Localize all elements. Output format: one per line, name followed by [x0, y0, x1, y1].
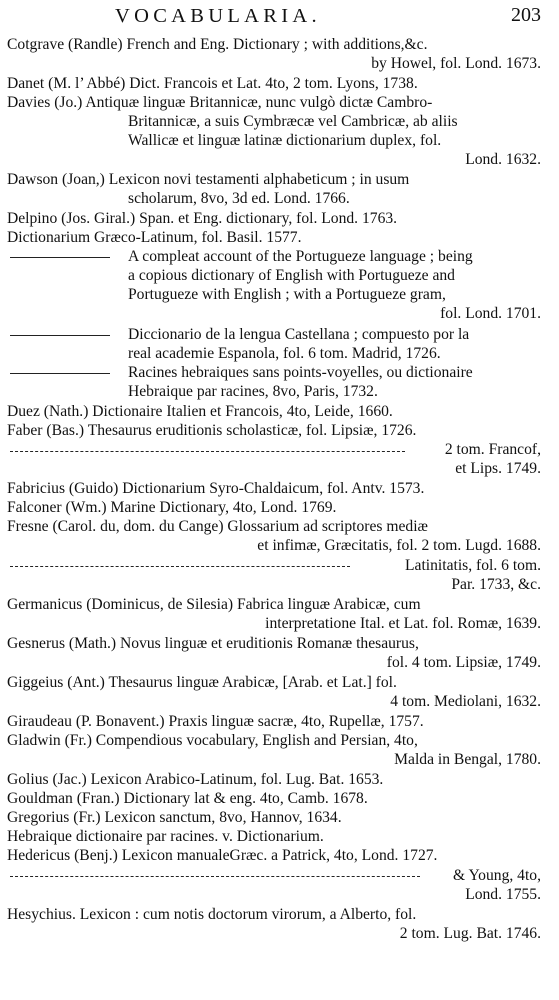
- entry-line: Wallicæ et linguæ latinæ dictionarium duplex, fol.: [128, 132, 442, 149]
- ditto-dash: [10, 257, 110, 258]
- entry-line: Racines hebraiques sans points-voyelles, ou dictionaire: [128, 364, 473, 381]
- entry-line: Golius (Jac.) Lexicon Arabico-Latinum, fol. Lug. Bat. 1653.: [7, 771, 384, 788]
- entry-line: Fabricius (Guido) Dictionarium Syro-Chaldaicum, fol. Antv. 1573.: [7, 480, 425, 497]
- entry-line: 4 tom. Mediolani, 1632.: [390, 693, 541, 710]
- entry-line: Delpino (Jos. Giral.) Span. et Eng. dictionary, fol. Lond. 1763.: [7, 210, 398, 227]
- entry-line: Malda in Bengal, 1780.: [394, 751, 541, 768]
- entry-line: Gladwin (Fr.) Compendious vocabulary, English and Persian, 4to,: [7, 732, 418, 749]
- entry-line: a copious dictionary of English with Portugueze and: [128, 267, 455, 284]
- page-number: 203: [511, 4, 541, 26]
- entry-line: 2 tom. Francof,: [444, 441, 541, 458]
- entry-line: Gouldman (Fran.) Dictionary lat & eng. 4to, Camb. 1678.: [7, 790, 368, 807]
- entry-line: by Howel, fol. Lond. 1673.: [371, 55, 541, 72]
- ditto-dash: [10, 373, 110, 374]
- entry-line: & Young, 4to,: [453, 867, 541, 884]
- entry-line: 2 tom. Lug. Bat. 1746.: [399, 925, 541, 942]
- entry-line: Giraudeau (P. Bonavent.) Praxis linguæ sacræ, 4to, Rupellæ, 1757.: [7, 713, 424, 730]
- entry-line: Hebraique par racines, 8vo, Paris, 1732.: [128, 383, 378, 400]
- page-header: [0, 0, 559, 32]
- entry-line: Par. 1733, &c.: [451, 576, 541, 593]
- entry-line: Duez (Nath.) Dictionaire Italien et Francois, 4to, Leide, 1660.: [7, 403, 393, 420]
- entry-line: real academie Espanola, fol. 6 tom. Madrid, 1726.: [128, 345, 441, 362]
- entry-line: Lond. 1755.: [465, 886, 541, 903]
- entry-line: Germanicus (Dominicus, de Silesia) Fabrica linguæ Arabicæ, cum: [7, 596, 421, 613]
- entry-line: Portugueze with English ; with a Portugueze gram,: [128, 286, 446, 303]
- entry-line: Giggeius (Ant.) Thesaurus linguæ Arabicæ, [Arab. et Lat.] fol.: [7, 674, 397, 691]
- entry-line: Faber (Bas.) Thesaurus eruditionis scholasticæ, fol. Lipsiæ, 1726.: [7, 422, 417, 439]
- entry-line: Hedericus (Benj.) Lexicon manualeGræc. a Patrick, 4to, Lond. 1727.: [7, 847, 438, 864]
- entry-line: Lond. 1632.: [465, 151, 541, 168]
- entry-line: Danet (M. l’ Abbé) Dict. Francois et Lat. 4to, 2 tom. Lyons, 1738.: [7, 75, 418, 92]
- entry-line: scholarum, 8vo, 3d ed. Lond. 1766.: [128, 190, 350, 207]
- entry-line: Falconer (Wm.) Marine Dictionary, 4to, Lond. 1769.: [7, 499, 337, 516]
- ditto-dash: [10, 335, 110, 336]
- running-title: VOCABULARIA.: [115, 5, 321, 27]
- entry-line: Gesnerus (Math.) Novus linguæ et eruditionis Romanæ thesaurus,: [7, 635, 419, 652]
- entry-line: Diccionario de la lengua Castellana ; compuesto por la: [128, 326, 470, 343]
- entry-line: Hebraique dictionaire par racines. v. Dictionarium.: [7, 828, 324, 845]
- entry-line: Britannicæ, a suis Cymbræcæ vel Cambricæ, ab aliis: [128, 113, 458, 130]
- entry-line: Dictionarium Græco-Latinum, fol. Basil. 1577.: [7, 229, 302, 246]
- entry-line: fol. 4 tom. Lipsiæ, 1749.: [386, 654, 541, 671]
- entry-line: Latinitatis, fol. 6 tom.: [405, 557, 541, 574]
- entry-line: Hesychius. Lexicon : cum notis doctorum virorum, a Alberto, fol.: [7, 906, 417, 923]
- entry-line: et Lips. 1749.: [455, 460, 541, 477]
- entry-line: Gregorius (Fr.) Lexicon sanctum, 8vo, Hannov, 1634.: [7, 809, 342, 826]
- entry-line: Davies (Jo.) Antiquæ linguæ Britannicæ, nunc vulgò dictæ Cambro-: [7, 94, 433, 111]
- entry-line: A compleat account of the Portugueze language ; being: [128, 248, 473, 265]
- entry-line: interpretatione Ital. et Lat. fol. Romæ, 1639.: [265, 615, 541, 632]
- entry-line: fol. Lond. 1701.: [440, 305, 541, 322]
- entry-line: et infimæ, Græcitatis, fol. 2 tom. Lugd. 1688.: [257, 537, 541, 554]
- entry-line: Dawson (Joan,) Lexicon novi testamenti alphabeticum ; in usum: [7, 171, 410, 188]
- entry-line: Fresne (Carol. du, dom. du Cange) Glossarium ad scriptores mediæ: [7, 518, 428, 535]
- entry-line: Cotgrave (Randle) French and Eng. Dictionary ; with additions,&c.: [7, 36, 428, 53]
